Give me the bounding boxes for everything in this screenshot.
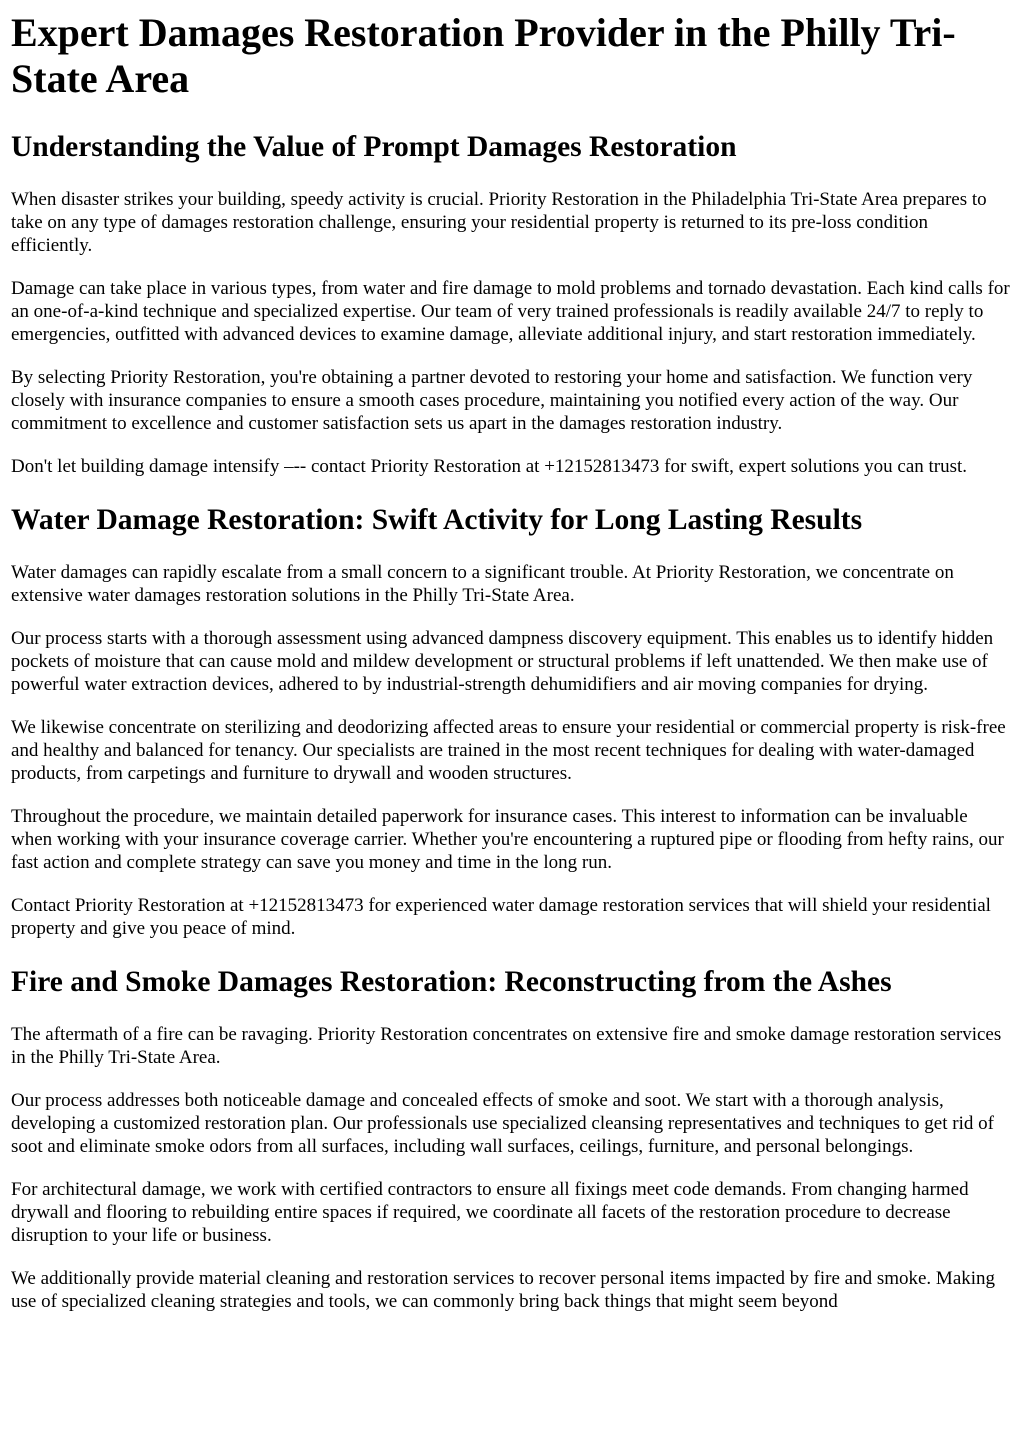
paragraph: When disaster strikes your building, speedy activity is crucial. Priority Restoration in the Philadelphia Tri-State Area prepares to take on any type of damages restoration challenge, ensuring your residential property is returned to its pre-loss condition efficiently. — [11, 189, 987, 256]
paragraph: Our process starts with a thorough assessment using advanced dampness discovery equipment. This enables us to identify hidden pockets of moisture that can cause mold and mildew development or structural problems if left unattended. We then make use of powerful water extraction devices, adhered to by industrial-strength dehumidifiers and air moving companies for drying. — [11, 628, 994, 695]
article — [0, 10, 1024, 1313]
paragraph: Water damages can rapidly escalate from a small concern to a significant trouble. At Priority Restoration, we concentrate on extensive water damages restoration solutions in the Philly Tri-State Area. — [11, 562, 954, 606]
paragraph: Throughout the procedure, we maintain detailed paperwork for insurance cases. This interest to information can be invaluable when working with your insurance coverage carrier. Whether you're encountering a ruptured pipe or flooding from hefty rains, our fast action and complete strategy can save you money and time in the long run. — [11, 806, 1004, 873]
section-heading-prompt-restoration: Understanding the Value of Prompt Damages Restoration — [11, 131, 737, 163]
paragraph: Contact Priority Restoration at +12152813473 for experienced water damage restoration services that will shield your residential property and give you peace of mind. — [11, 895, 991, 939]
paragraph: Damage can take place in various types, from water and fire damage to mold problems and tornado devastation. Each kind calls for an one-of-a-kind technique and specialized expertise. Our team of very trained professionals is readily available 24/7 to reply to emergencies, outfitted with advanced devices to examine damage, alleviate additional injury, and start restoration immediately. — [11, 278, 1010, 345]
paragraph: We additionally provide material cleaning and restoration services to recover personal items impacted by fire and smoke. Making use of specialized cleaning strategies and tools, we can commonly bring back things that might seem beyond — [11, 1268, 996, 1312]
paragraph: By selecting Priority Restoration, you're obtaining a partner devoted to restoring your home and satisfaction. We function very closely with insurance companies to ensure a smooth cases procedure, maintaining you notified every action of the way. Our commitment to excellence and customer satisfaction sets us apart in the damages restoration industry. — [11, 367, 973, 434]
paragraph: Our process addresses both noticeable damage and concealed effects of smoke and soot. We start with a thorough analysis, developing a customized restoration plan. Our professionals use specialized cleansing representatives and techniques to get rid of soot and eliminate smoke odors from all surfaces, including wall surfaces, ceilings, furniture, and personal belongings. — [11, 1090, 994, 1157]
paragraph: We likewise concentrate on sterilizing and deodorizing affected areas to ensure your residential or commercial property is risk-free and healthy and balanced for tenancy. Our specialists are trained in the most recent techniques for dealing with water-damaged products, from carpetings and furniture to drywall and wooden structures. — [11, 717, 1006, 784]
paragraph: Don't let building damage intensify –-- contact Priority Restoration at +12152813473 for swift, expert solutions you can trust. — [11, 456, 968, 477]
paragraph: The aftermath of a fire can be ravaging. Priority Restoration concentrates on extensive fire and smoke damage restoration services in the Philly Tri-State Area. — [11, 1024, 1002, 1068]
section-heading-fire-smoke: Fire and Smoke Damages Restoration: Reconstructing from the Ashes — [11, 966, 892, 998]
section-heading-water-damage: Water Damage Restoration: Swift Activity for Long Lasting Results — [11, 504, 863, 536]
paragraph: For architectural damage, we work with certified contractors to ensure all fixings meet code demands. From changing harmed drywall and flooring to rebuilding entire spaces if required, we coordinate all facets of the restoration procedure to decrease disruption to your life or business. — [11, 1179, 969, 1246]
page-title: Expert Damages Restoration Provider in the Philly Tri-State Area — [11, 10, 956, 101]
